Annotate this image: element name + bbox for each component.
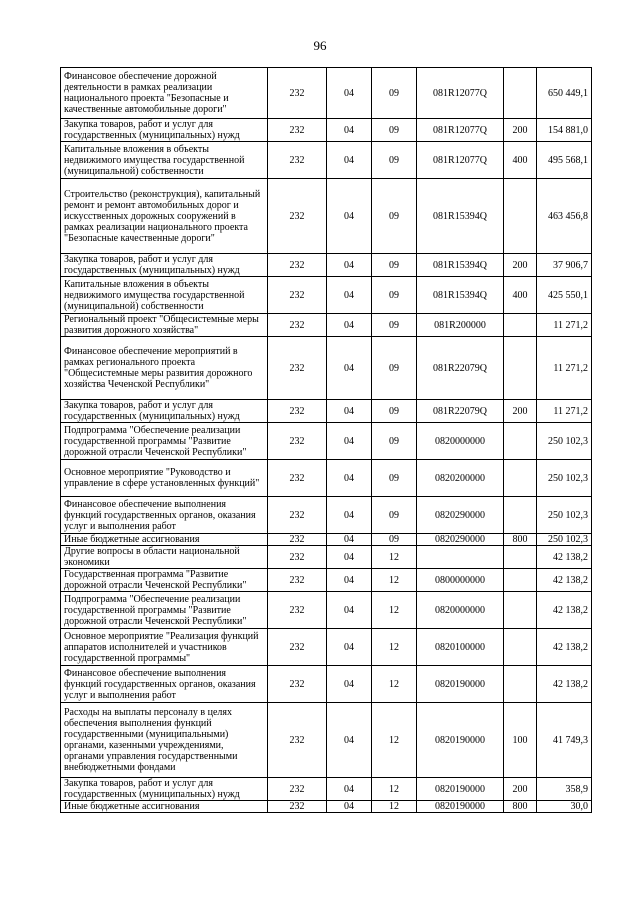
cell-grbs: 232 xyxy=(268,337,327,400)
table-body xyxy=(61,68,592,813)
cell-subsection: 09 xyxy=(372,337,417,400)
cell-name: Подпрограмма "Обеспечение реализации государственной программы "Развитие дорожной отрасли Чеченской Республики" xyxy=(61,423,268,460)
cell-section: 04 xyxy=(327,179,372,254)
cell-expense-type: 100 xyxy=(504,703,537,778)
cell-grbs: 232 xyxy=(268,142,327,179)
cell-subsection: 09 xyxy=(372,460,417,497)
cell-name: Финансовое обеспечение выполнения функций государственных органов, оказания услуг и выполнения работ xyxy=(61,497,268,534)
cell-grbs: 232 xyxy=(268,534,327,546)
cell-name: Закупка товаров, работ и услуг для государственных (муниципальных) нужд xyxy=(61,400,268,423)
cell-expense-type: 400 xyxy=(504,277,537,314)
cell-grbs: 232 xyxy=(268,400,327,423)
cell-expense-type: 800 xyxy=(504,534,537,546)
cell-expense-type xyxy=(504,592,537,629)
table-row xyxy=(61,68,592,119)
cell-amount: 250 102,3 xyxy=(537,534,592,546)
table-row xyxy=(61,423,592,460)
cell-section: 04 xyxy=(327,423,372,460)
cell-expense-type xyxy=(504,314,537,337)
table-row xyxy=(61,592,592,629)
cell-amount: 495 568,1 xyxy=(537,142,592,179)
cell-expense-type xyxy=(504,497,537,534)
cell-name: Иные бюджетные ассигнования xyxy=(61,534,268,546)
cell-grbs: 232 xyxy=(268,546,327,569)
cell-section: 04 xyxy=(327,666,372,703)
cell-section: 04 xyxy=(327,703,372,778)
cell-amount: 154 881,0 xyxy=(537,119,592,142)
cell-section: 04 xyxy=(327,337,372,400)
cell-grbs: 232 xyxy=(268,68,327,119)
table-row xyxy=(61,337,592,400)
cell-name: Финансовое обеспечение выполнения функций государственных органов, оказания услуг и выполнения работ xyxy=(61,666,268,703)
cell-name: Региональный проект "Общесистемные меры развития дорожного хозяйства" xyxy=(61,314,268,337)
cell-subsection: 09 xyxy=(372,423,417,460)
cell-expense-type xyxy=(504,460,537,497)
cell-amount: 42 138,2 xyxy=(537,629,592,666)
cell-expense-type: 200 xyxy=(504,400,537,423)
cell-name: Закупка товаров, работ и услуг для государственных (муниципальных) нужд xyxy=(61,119,268,142)
cell-subsection: 12 xyxy=(372,629,417,666)
cell-expense-type xyxy=(504,546,537,569)
cell-amount: 37 906,7 xyxy=(537,254,592,277)
cell-target-article: 081R15394Q xyxy=(417,277,504,314)
cell-section: 04 xyxy=(327,68,372,119)
cell-grbs: 232 xyxy=(268,497,327,534)
cell-grbs: 232 xyxy=(268,277,327,314)
cell-subsection: 12 xyxy=(372,569,417,592)
cell-amount: 425 550,1 xyxy=(537,277,592,314)
cell-amount: 42 138,2 xyxy=(537,666,592,703)
cell-section: 04 xyxy=(327,314,372,337)
cell-name: Другие вопросы в области национальной экономики xyxy=(61,546,268,569)
cell-amount: 11 271,2 xyxy=(537,337,592,400)
table-row xyxy=(61,254,592,277)
cell-section: 04 xyxy=(327,460,372,497)
cell-amount: 358,9 xyxy=(537,778,592,801)
cell-expense-type: 800 xyxy=(504,801,537,813)
cell-name: Капитальные вложения в объекты недвижимого имущества государственной (муниципальной) собственности xyxy=(61,277,268,314)
cell-amount: 42 138,2 xyxy=(537,592,592,629)
cell-section: 04 xyxy=(327,546,372,569)
cell-expense-type: 200 xyxy=(504,254,537,277)
cell-section: 04 xyxy=(327,277,372,314)
cell-grbs: 232 xyxy=(268,423,327,460)
cell-name: Подпрограмма "Обеспечение реализации государственной программы "Развитие дорожной отрасли Чеченской Республики" xyxy=(61,592,268,629)
table-row xyxy=(61,119,592,142)
cell-target-article: 081R200000 xyxy=(417,314,504,337)
table-row xyxy=(61,179,592,254)
cell-target-article: 0820000000 xyxy=(417,592,504,629)
cell-target-article: 081R12077Q xyxy=(417,68,504,119)
cell-target-article: 081R22079Q xyxy=(417,400,504,423)
cell-grbs: 232 xyxy=(268,801,327,813)
cell-grbs: 232 xyxy=(268,569,327,592)
cell-name: Финансовое обеспечение мероприятий в рамках регионального проекта "Общесистемные меры развития дорожного хозяйства Чеченской Республики" xyxy=(61,337,268,400)
cell-subsection: 09 xyxy=(372,119,417,142)
cell-name: Государственная программа "Развитие дорожной отрасли Чеченской Республики" xyxy=(61,569,268,592)
table-row xyxy=(61,629,592,666)
cell-grbs: 232 xyxy=(268,179,327,254)
cell-expense-type: 200 xyxy=(504,119,537,142)
budget-table xyxy=(60,67,592,813)
cell-subsection: 12 xyxy=(372,666,417,703)
table-row xyxy=(61,460,592,497)
cell-name: Капитальные вложения в объекты недвижимого имущества государственной (муниципальной) собственности xyxy=(61,142,268,179)
cell-grbs: 232 xyxy=(268,592,327,629)
cell-section: 04 xyxy=(327,592,372,629)
table-row xyxy=(61,534,592,546)
table-row xyxy=(61,497,592,534)
cell-section: 04 xyxy=(327,119,372,142)
cell-subsection: 09 xyxy=(372,142,417,179)
table-row xyxy=(61,400,592,423)
cell-expense-type: 400 xyxy=(504,142,537,179)
cell-name: Закупка товаров, работ и услуг для государственных (муниципальных) нужд xyxy=(61,254,268,277)
cell-amount: 463 456,8 xyxy=(537,179,592,254)
cell-subsection: 12 xyxy=(372,801,417,813)
cell-subsection: 12 xyxy=(372,546,417,569)
cell-subsection: 09 xyxy=(372,314,417,337)
cell-amount: 650 449,1 xyxy=(537,68,592,119)
cell-amount: 11 271,2 xyxy=(537,400,592,423)
cell-expense-type xyxy=(504,179,537,254)
cell-expense-type: 200 xyxy=(504,778,537,801)
cell-subsection: 09 xyxy=(372,497,417,534)
cell-amount: 250 102,3 xyxy=(537,460,592,497)
table-row xyxy=(61,277,592,314)
cell-target-article: 081R15394Q xyxy=(417,254,504,277)
cell-grbs: 232 xyxy=(268,666,327,703)
cell-target-article: 0820200000 xyxy=(417,460,504,497)
table-row xyxy=(61,314,592,337)
cell-section: 04 xyxy=(327,801,372,813)
cell-subsection: 12 xyxy=(372,703,417,778)
table-row xyxy=(61,801,592,813)
cell-section: 04 xyxy=(327,569,372,592)
cell-name: Финансовое обеспечение дорожной деятельности в рамках реализации национального проекта "Безопасные и качественные автомобильные дороги" xyxy=(61,68,268,119)
cell-section: 04 xyxy=(327,400,372,423)
cell-amount: 11 271,2 xyxy=(537,314,592,337)
cell-name: Основное мероприятие "Реализация функций аппаратов исполнителей и участников государственной программы" xyxy=(61,629,268,666)
cell-section: 04 xyxy=(327,534,372,546)
cell-target-article: 0820290000 xyxy=(417,497,504,534)
cell-name: Расходы на выплаты персоналу в целях обеспечения выполнения функций государственными (муниципальными) органами, казенными учреждениями, органами управления государственными внебюджетными фондами xyxy=(61,703,268,778)
cell-target-article: 0820190000 xyxy=(417,778,504,801)
table-row xyxy=(61,778,592,801)
cell-expense-type xyxy=(504,68,537,119)
cell-amount: 41 749,3 xyxy=(537,703,592,778)
cell-subsection: 09 xyxy=(372,277,417,314)
cell-section: 04 xyxy=(327,778,372,801)
cell-section: 04 xyxy=(327,142,372,179)
table-row xyxy=(61,569,592,592)
cell-amount: 30,0 xyxy=(537,801,592,813)
table-row xyxy=(61,666,592,703)
cell-name: Основное мероприятие "Руководство и управление в сфере установленных функций" xyxy=(61,460,268,497)
cell-target-article: 0820290000 xyxy=(417,534,504,546)
cell-amount: 250 102,3 xyxy=(537,497,592,534)
cell-target-article: 0820190000 xyxy=(417,703,504,778)
cell-subsection: 09 xyxy=(372,254,417,277)
cell-subsection: 09 xyxy=(372,68,417,119)
cell-subsection: 09 xyxy=(372,534,417,546)
cell-grbs: 232 xyxy=(268,460,327,497)
cell-subsection: 09 xyxy=(372,179,417,254)
cell-target-article xyxy=(417,546,504,569)
table-row xyxy=(61,142,592,179)
cell-name: Закупка товаров, работ и услуг для государственных (муниципальных) нужд xyxy=(61,778,268,801)
cell-grbs: 232 xyxy=(268,314,327,337)
cell-subsection: 09 xyxy=(372,400,417,423)
cell-target-article: 081R15394Q xyxy=(417,179,504,254)
cell-grbs: 232 xyxy=(268,703,327,778)
cell-amount: 250 102,3 xyxy=(537,423,592,460)
table-row xyxy=(61,546,592,569)
cell-expense-type xyxy=(504,666,537,703)
cell-section: 04 xyxy=(327,497,372,534)
cell-grbs: 232 xyxy=(268,629,327,666)
page-number: 96 xyxy=(313,38,327,53)
cell-target-article: 081R12077Q xyxy=(417,119,504,142)
cell-target-article: 0820190000 xyxy=(417,801,504,813)
cell-grbs: 232 xyxy=(268,119,327,142)
cell-target-article: 0820100000 xyxy=(417,629,504,666)
cell-amount: 42 138,2 xyxy=(537,546,592,569)
cell-target-article: 081R22079Q xyxy=(417,337,504,400)
cell-section: 04 xyxy=(327,629,372,666)
cell-expense-type xyxy=(504,569,537,592)
cell-amount: 42 138,2 xyxy=(537,569,592,592)
cell-expense-type xyxy=(504,423,537,460)
cell-name: Строительство (реконструкция), капитальный ремонт и ремонт автомобильных дорог и искусственных дорожных сооружений в рамках реализации национального проекта "Безопасные качественные дороги" xyxy=(61,179,268,254)
cell-subsection: 12 xyxy=(372,778,417,801)
cell-expense-type xyxy=(504,337,537,400)
cell-target-article: 0800000000 xyxy=(417,569,504,592)
cell-grbs: 232 xyxy=(268,254,327,277)
cell-grbs: 232 xyxy=(268,778,327,801)
cell-subsection: 12 xyxy=(372,592,417,629)
cell-section: 04 xyxy=(327,254,372,277)
cell-target-article: 081R12077Q xyxy=(417,142,504,179)
cell-target-article: 0820000000 xyxy=(417,423,504,460)
cell-name: Иные бюджетные ассигнования xyxy=(61,801,268,813)
cell-target-article: 0820190000 xyxy=(417,666,504,703)
cell-expense-type xyxy=(504,629,537,666)
table-row xyxy=(61,703,592,778)
